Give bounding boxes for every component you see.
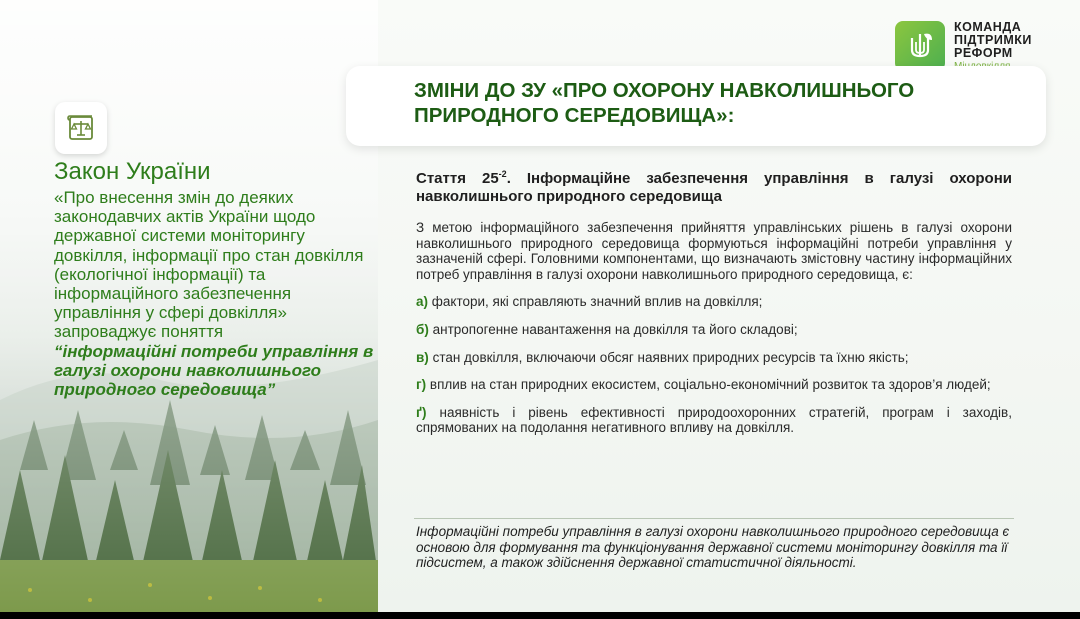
- list-item-text: антропогенне навантаження на довкілля та його складові;: [432, 321, 798, 337]
- article-section: [416, 165, 1012, 448]
- list-item: [416, 322, 1012, 338]
- article-number: Стаття 25: [416, 170, 499, 187]
- law-description: [54, 188, 374, 399]
- law-term: “інформаційні потреби управління в галузі охорони навколишнього природного середовища”: [54, 341, 374, 400]
- list-marker: а): [416, 294, 429, 310]
- list-item: [416, 377, 1012, 393]
- header-card: [346, 66, 1046, 146]
- article-paragraph: З метою інформаційного забезпечення прийняття управлінських рішень в галузі охорони навколишнього природного середовища формуються інформаційні потреби управління у зазначеній сфері. Головними компонентами, що визначають змістовну частину інформаційних потреб управління в галузі охорони навколишнього природного середовища, є:: [416, 220, 1012, 282]
- list-item-text: фактори, які справляють значний вплив на довкілля;: [431, 294, 763, 310]
- header-title: ЗМІНИ ДО ЗУ «ПРО ОХОРОНУ НАВКОЛИШНЬОГО ПРИРОДНОГО СЕРЕДОВИЩА»:: [414, 79, 915, 127]
- list-marker: б): [416, 321, 429, 337]
- logo-line-2: ПІДТРИМКИ: [954, 33, 1032, 47]
- law-name: «Про внесення змін до деяких законодавчих актів України щодо державної системи моніторингу довкілля, інформації про стан довкілля (екологічної інформації) та інформаційного забезпечення управління у сфері довкілля»: [54, 188, 364, 323]
- law-scroll-scales-icon: [65, 112, 97, 144]
- article-superscript: -2: [498, 169, 507, 179]
- list-item-text: вплив на стан природних екосистем, соціально-економічний розвиток та здоров’я людей;: [429, 377, 991, 393]
- list-item-text: наявність і рівень ефективності природоохоронних стратегій, програм і заходів, спрямованих на подолання негативного впливу на довкілля.: [416, 404, 1012, 436]
- logo-line-3: РЕФОРМ: [954, 46, 1013, 60]
- list-marker: ґ): [416, 404, 427, 420]
- summary-note: Інформаційні потреби управління в галузі охорони навколишнього природного середовища є основою для формування та функціонування державної системи моніторингу довкілля та її підсистем, а також здійснення державної статистичної діяльності.: [416, 524, 1010, 571]
- article-title: [416, 165, 1012, 206]
- section-divider: [414, 518, 1014, 519]
- trident-leaf-logo-icon: [895, 21, 945, 71]
- list-item: [416, 405, 1012, 436]
- article-heading: . Інформаційне забезпечення управління в галузі охорони навколишнього природного середовища: [416, 170, 1012, 205]
- law-title: Закон України: [54, 158, 211, 185]
- law-intro-text: запроваджує поняття: [54, 322, 224, 342]
- list-item: [416, 294, 1012, 310]
- law-icon: [55, 102, 107, 154]
- list-marker: в): [416, 349, 429, 365]
- list-marker: г): [416, 377, 427, 393]
- logo-line-1: КОМАНДА: [954, 20, 1022, 34]
- list-item: [416, 350, 1012, 366]
- bottom-black-bar: [0, 612, 1080, 619]
- list-item-text: стан довкілля, включаючи обсяг наявних природних ресурсів та їхню якість;: [432, 349, 909, 365]
